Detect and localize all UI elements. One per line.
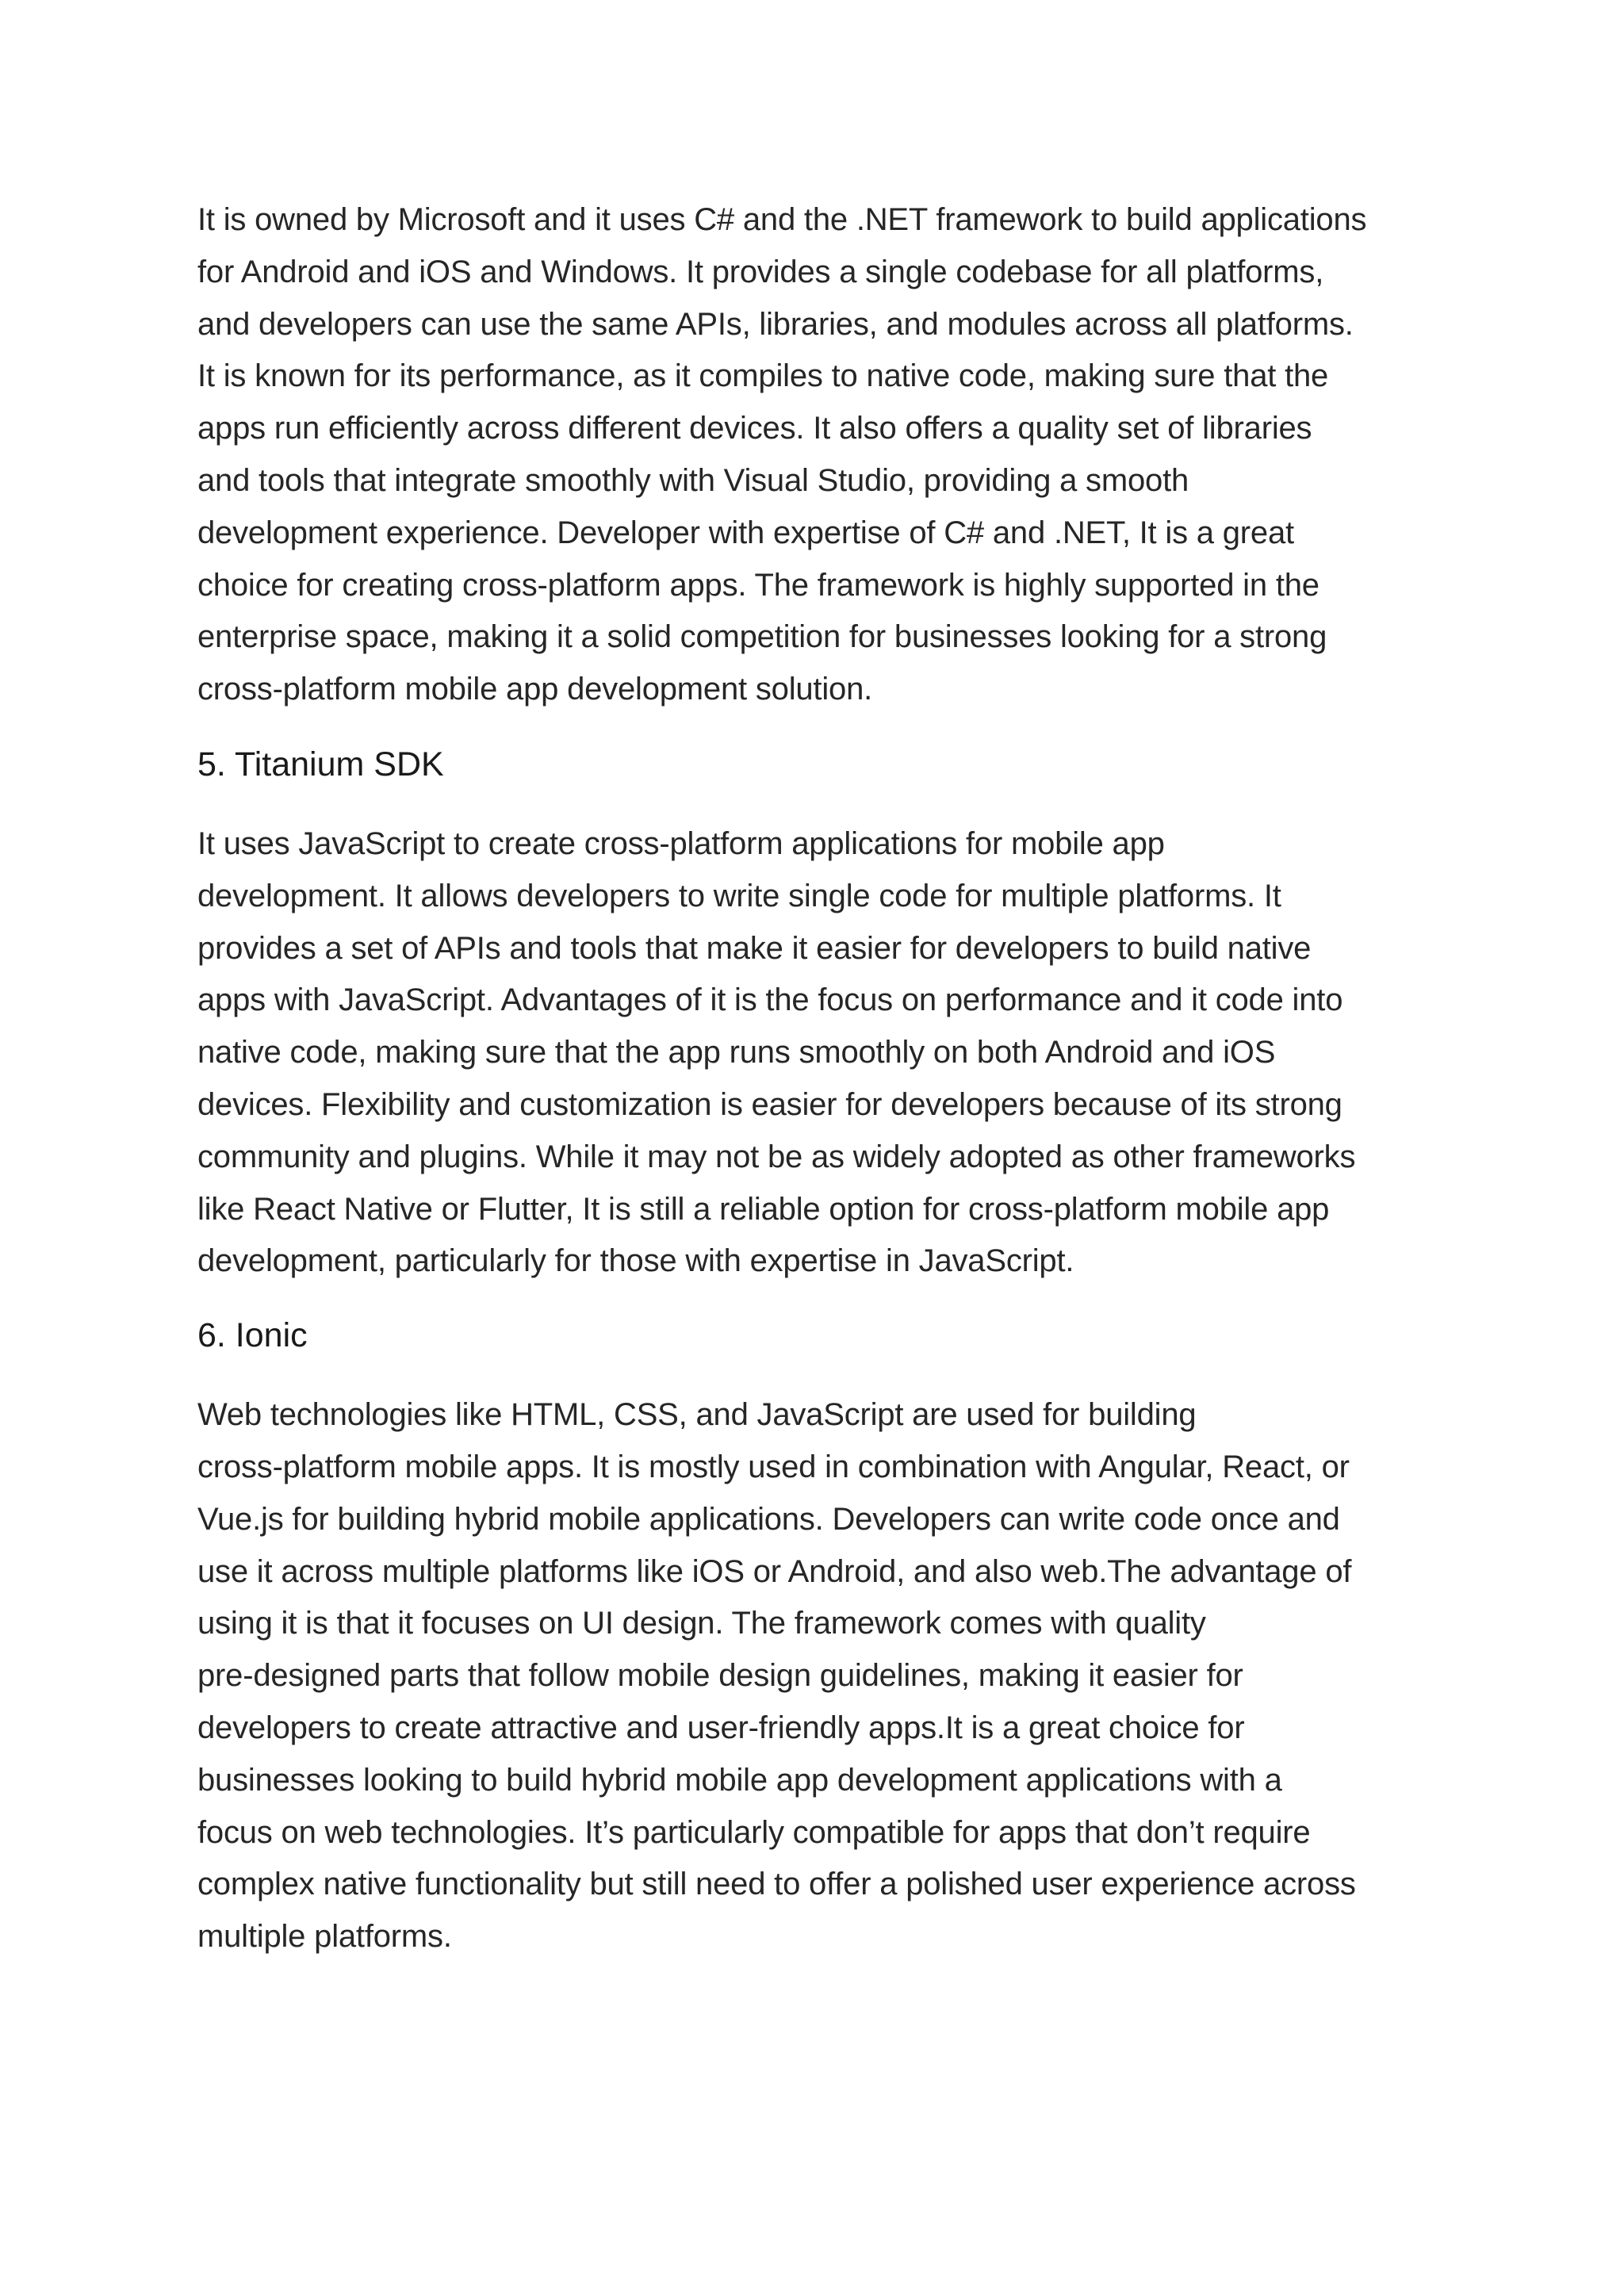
text-line: It uses JavaScript to create cross-platform applications for mobile app <box>197 825 1165 861</box>
paragraph-titanium <box>197 818 1442 1288</box>
text-line: multiple platforms. <box>197 1919 452 1955</box>
text-line: businesses looking to build hybrid mobile app development applications with a <box>197 1762 1282 1798</box>
text-line: for Android and iOS and Windows. It provides a single codebase for all platforms, <box>197 254 1324 289</box>
text-line: enterprise space, making it a solid competition for businesses looking for a strong <box>197 619 1327 655</box>
text-line: choice for creating cross-platform apps. The framework is highly supported in the <box>197 567 1320 603</box>
text-line: like React Native or Flutter, It is still a reliable option for cross-platform mobile app <box>197 1191 1330 1227</box>
text-line: development experience. Developer with expertise of C# and .NET, It is a great <box>197 515 1294 550</box>
text-line: development, particularly for those with expertise in JavaScript. <box>197 1243 1074 1279</box>
text-line: Vue.js for building hybrid mobile applications. Developers can write code once and <box>197 1501 1340 1537</box>
text-line: apps run efficiently across different devices. It also offers a quality set of libraries <box>197 411 1312 446</box>
text-line: native code, making sure that the app runs smoothly on both Android and iOS <box>197 1035 1276 1070</box>
text-line: It is owned by Microsoft and it uses C# and the .NET framework to build applications <box>197 202 1367 237</box>
text-line: devices. Flexibility and customization is easier for developers because of its strong <box>197 1086 1342 1122</box>
text-line: pre-designed parts that follow mobile design guidelines, making it easier for <box>197 1658 1243 1694</box>
text-line: community and plugins. While it may not be as widely adopted as other frameworks <box>197 1139 1356 1174</box>
text-line: cross-platform mobile app development solution. <box>197 672 873 707</box>
text-line: apps with JavaScript. Advantages of it is the focus on performance and it code into <box>197 982 1343 1018</box>
text-line: using it is that it focuses on UI design. The framework comes with quality <box>197 1606 1206 1641</box>
paragraph-ionic <box>197 1389 1442 1963</box>
text-line: focus on web technologies. It’s particularly compatible for apps that don’t require <box>197 1814 1311 1850</box>
document-body <box>197 194 1442 1963</box>
text-line: It is known for its performance, as it compiles to native code, making sure that the <box>197 358 1329 394</box>
text-line: Web technologies like HTML, CSS, and JavaScript are used for building <box>197 1397 1197 1433</box>
text-line: complex native functionality but still need to offer a polished user experience across <box>197 1867 1356 1902</box>
text-line: and tools that integrate smoothly with Visual Studio, providing a smooth <box>197 462 1189 498</box>
section-xamarin-continued <box>197 194 1442 716</box>
text-line: development. It allows developers to write single code for multiple platforms. It <box>197 878 1281 913</box>
section-titanium <box>197 742 1442 1288</box>
paragraph-xamarin <box>197 194 1442 716</box>
text-line: developers to create attractive and user-friendly apps.It is a great choice for <box>197 1710 1245 1745</box>
text-line: and developers can use the same APIs, libraries, and modules across all platforms. <box>197 306 1354 342</box>
text-line: provides a set of APIs and tools that make it easier for developers to build native <box>197 930 1312 966</box>
text-line: use it across multiple platforms like iOS or Android, and also web.The advantage of <box>197 1553 1352 1589</box>
text-line: cross-platform mobile apps. It is mostly used in combination with Angular, React, or <box>197 1449 1350 1484</box>
heading-titanium-sdk: 5. Titanium SDK <box>197 745 444 783</box>
heading-ionic: 6. Ionic <box>197 1316 308 1355</box>
section-ionic <box>197 1313 1442 1963</box>
